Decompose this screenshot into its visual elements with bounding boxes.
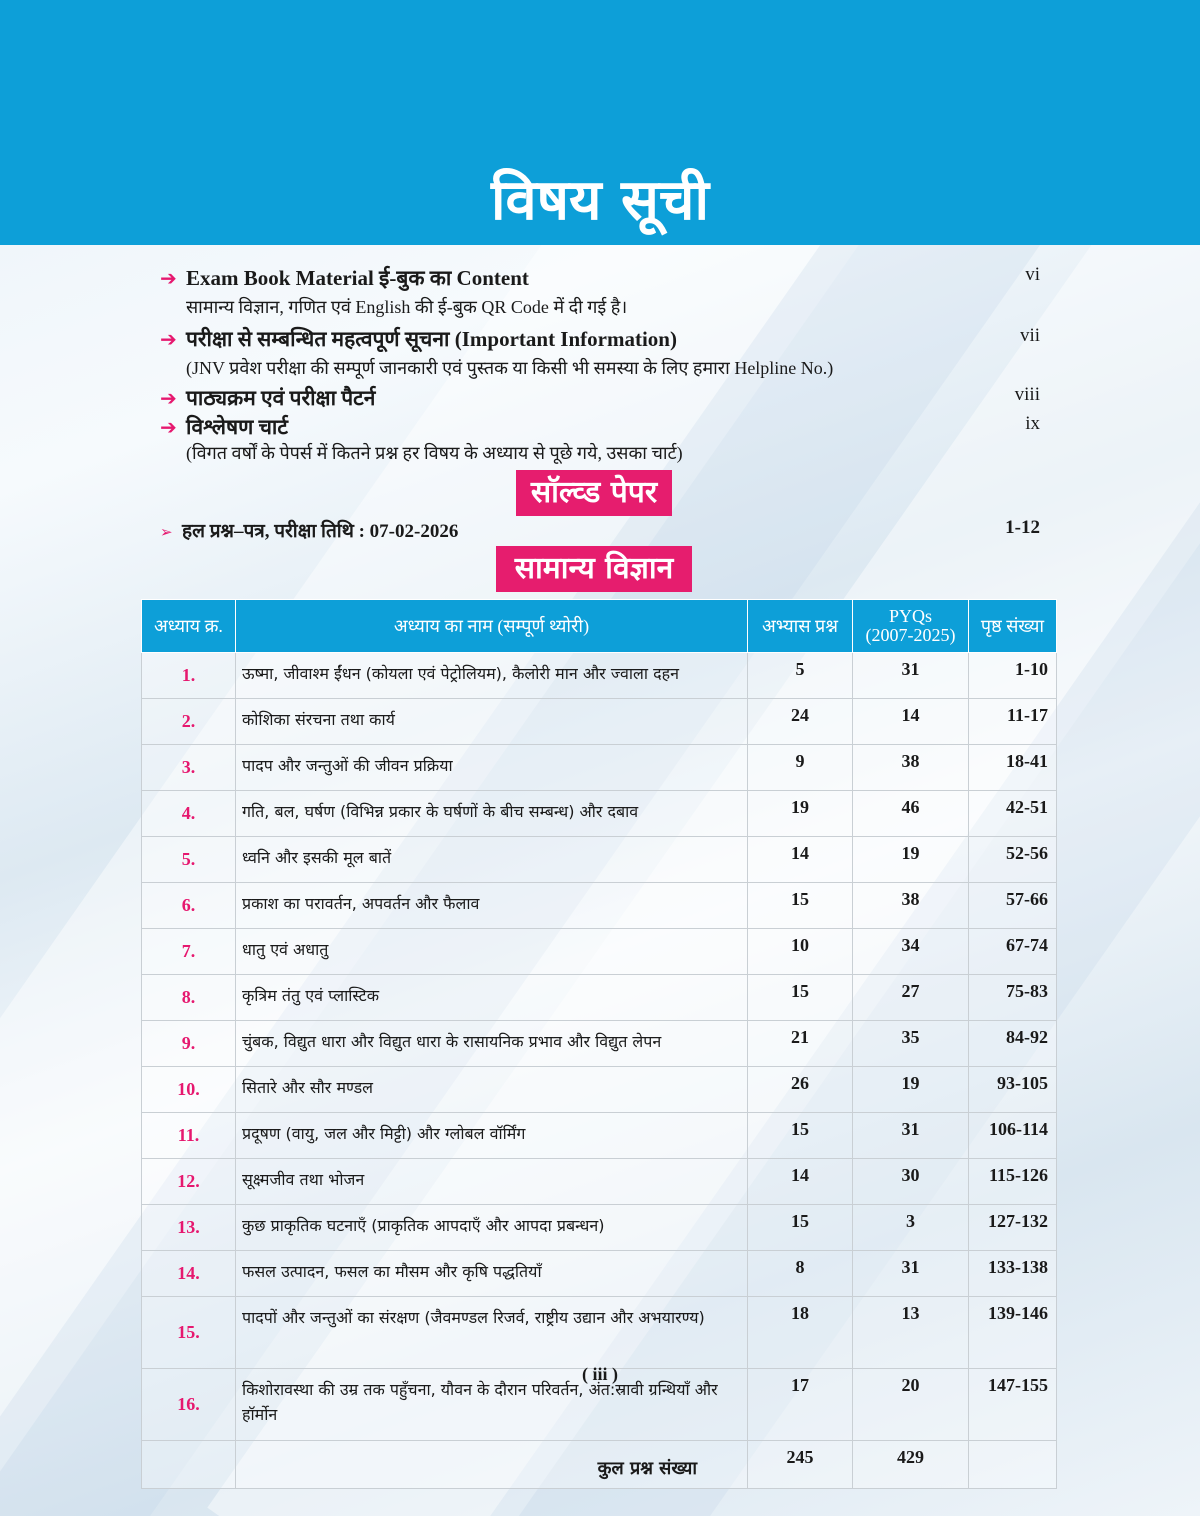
column-header-pages: पृष्ठ संख्या	[969, 600, 1057, 653]
pyq-count: 38	[853, 745, 969, 791]
chapter-name: ऊष्मा, जीवाश्म ईंधन (कोयला एवं पेट्रोलियम), कैलोरी मान और ज्वाला दहन	[236, 653, 748, 699]
table-row[interactable]	[142, 1067, 1057, 1113]
column-header-pyqs	[853, 600, 969, 653]
chapter-number: 5.	[142, 837, 236, 883]
practice-count: 15	[748, 883, 853, 929]
table-row[interactable]	[142, 699, 1057, 745]
chapter-name: कुछ प्राकृतिक घटनाएँ (प्राकृतिक आपदाएँ और आपदा प्रबन्धन)	[236, 1205, 748, 1251]
chapter-name: फसल उत्पादन, फसल का मौसम और कृषि पद्धतियाँ	[236, 1251, 748, 1297]
practice-count: 26	[748, 1067, 853, 1113]
pyq-count: 35	[853, 1021, 969, 1067]
chapter-number: 1.	[142, 653, 236, 699]
solved-paper-page: 1-12	[1005, 517, 1040, 538]
pyq-count: 3	[853, 1205, 969, 1251]
intro-item-title: पाठ्यक्रम एवं परीक्षा पैटर्न	[186, 386, 376, 410]
chapter-number: 10.	[142, 1067, 236, 1113]
chapter-name: पादपों और जन्तुओं का संरक्षण (जैवमण्डल रिजर्व, राष्ट्रीय उद्यान और अभयारण्य)	[236, 1297, 748, 1369]
page-range: 127-132	[969, 1205, 1057, 1251]
pyq-count: 27	[853, 975, 969, 1021]
total-row	[142, 1441, 1057, 1489]
chapter-number: 4.	[142, 791, 236, 837]
chapter-number: 3.	[142, 745, 236, 791]
chapter-name: सितारे और सौर मण्डल	[236, 1067, 748, 1113]
page-range: 67-74	[969, 929, 1057, 975]
practice-count: 10	[748, 929, 853, 975]
total-label: कुल प्रश्न संख्या	[236, 1441, 748, 1489]
table-row[interactable]	[142, 1113, 1057, 1159]
arrow-right-icon: ➔	[160, 415, 177, 439]
page-range: 147-155	[969, 1369, 1057, 1441]
total-pyqs: 429	[853, 1441, 969, 1489]
chapter-number: 2.	[142, 699, 236, 745]
page-range: 52-56	[969, 837, 1057, 883]
total-pages-empty-cell	[969, 1441, 1057, 1489]
chapter-name: ध्वनि और इसकी मूल बातें	[236, 837, 748, 883]
page-range: 57-66	[969, 883, 1057, 929]
page-header	[0, 0, 1200, 245]
pyq-count: 19	[853, 1067, 969, 1113]
pyqs-label: PYQs	[888, 606, 932, 626]
pyq-count: 20	[853, 1369, 969, 1441]
page-range: 84-92	[969, 1021, 1057, 1067]
chapter-name: गति, बल, घर्षण (विभिन्न प्रकार के घर्षणों के बीच सम्बन्ध) और दबाव	[236, 791, 748, 837]
intro-item-analysis-chart[interactable]	[160, 413, 1040, 465]
pyq-count: 31	[853, 1113, 969, 1159]
chapter-name: कोशिका संरचना तथा कार्य	[236, 699, 748, 745]
practice-count: 24	[748, 699, 853, 745]
page-title: विषय सूची	[491, 168, 709, 233]
practice-count: 14	[748, 837, 853, 883]
chapter-name: प्रदूषण (वायु, जल और मिट्टी) और ग्लोबल वॉर्मिंग	[236, 1113, 748, 1159]
table-row[interactable]	[142, 1159, 1057, 1205]
pyq-count: 46	[853, 791, 969, 837]
page-range: 106-114	[969, 1113, 1057, 1159]
practice-count: 15	[748, 1205, 853, 1251]
page-range: 18-41	[969, 745, 1057, 791]
practice-count: 19	[748, 791, 853, 837]
practice-count: 9	[748, 745, 853, 791]
intro-item-page: viii	[1014, 384, 1040, 405]
intro-item-subtitle: सामान्य विज्ञान, गणित एवं English की ई-बुक QR Code में दी गई है।	[186, 297, 628, 317]
table-row[interactable]	[142, 653, 1057, 699]
page-range: 93-105	[969, 1067, 1057, 1113]
practice-count: 8	[748, 1251, 853, 1297]
chapter-number: 12.	[142, 1159, 236, 1205]
chapter-number: 8.	[142, 975, 236, 1021]
chapter-name: पादप और जन्तुओं की जीवन प्रक्रिया	[236, 745, 748, 791]
table-header-row	[142, 600, 1057, 653]
chapter-name: कृत्रिम तंतु एवं प्लास्टिक	[236, 975, 748, 1021]
page-range: 75-83	[969, 975, 1057, 1021]
total-practice: 245	[748, 1441, 853, 1489]
page-range: 115-126	[969, 1159, 1057, 1205]
intro-item-title: परीक्षा से सम्बन्धित महत्वपूर्ण सूचना (Important Information)	[186, 327, 677, 351]
practice-count: 14	[748, 1159, 853, 1205]
page-number: ( iii )	[582, 1364, 618, 1384]
intro-item-subtitle: (JNV प्रवेश परीक्षा की सम्पूर्ण जानकारी एवं पुस्तक या किसी भी समस्या के लिए हमारा Helpline No.)	[186, 358, 834, 378]
pyq-count: 13	[853, 1297, 969, 1369]
intro-item-title: विश्लेषण चार्ट	[186, 415, 288, 439]
chapter-number: 16.	[142, 1369, 236, 1441]
pyq-count: 38	[853, 883, 969, 929]
page-range: 11-17	[969, 699, 1057, 745]
table-row[interactable]	[142, 1251, 1057, 1297]
chapter-number: 11.	[142, 1113, 236, 1159]
pyq-count: 31	[853, 653, 969, 699]
chapter-number: 13.	[142, 1205, 236, 1251]
table-row[interactable]	[142, 837, 1057, 883]
solved-paper-item[interactable]	[160, 517, 1040, 543]
chapter-name: चुंबक, विद्युत धारा और विद्युत धारा के रासायनिक प्रभाव और विद्युत लेपन	[236, 1021, 748, 1067]
arrow-right-icon: ➔	[160, 386, 177, 410]
pyq-count: 14	[853, 699, 969, 745]
table-row[interactable]	[142, 929, 1057, 975]
practice-count: 21	[748, 1021, 853, 1067]
practice-count: 17	[748, 1369, 853, 1441]
pyqs-years-label: (2007-2025)	[865, 625, 956, 645]
practice-count: 15	[748, 1113, 853, 1159]
arrow-right-icon: ➔	[160, 266, 177, 290]
table-row[interactable]	[142, 1205, 1057, 1251]
total-empty-cell	[142, 1441, 236, 1489]
chapter-number: 6.	[142, 883, 236, 929]
chapter-number: 15.	[142, 1297, 236, 1369]
practice-count: 5	[748, 653, 853, 699]
page-range: 133-138	[969, 1251, 1057, 1297]
table-row[interactable]	[142, 1021, 1057, 1067]
page-range: 1-10	[969, 653, 1057, 699]
table-row[interactable]	[142, 1297, 1057, 1369]
chapter-table	[141, 599, 1057, 1489]
chapter-name: धातु एवं अधातु	[236, 929, 748, 975]
table-row[interactable]	[142, 745, 1057, 791]
intro-item-page: vi	[1025, 264, 1040, 285]
chapter-number: 14.	[142, 1251, 236, 1297]
column-header-chapter-no: अध्याय क्र.	[142, 600, 236, 653]
intro-item-page: ix	[1025, 413, 1040, 434]
page-range: 42-51	[969, 791, 1057, 837]
solved-paper-label: हल प्रश्न–पत्र, परीक्षा तिथि : 07-02-2026	[182, 521, 459, 542]
intro-item-important-info[interactable]	[160, 325, 1040, 380]
solved-paper-badge: सॉल्व्ड पेपर	[516, 470, 672, 516]
chapter-number: 9.	[142, 1021, 236, 1067]
intro-item-subtitle: (विगत वर्षों के पेपर्स में कितने प्रश्न हर विषय के अध्याय से पूछे गये, उसका चार्ट)	[186, 443, 683, 463]
practice-count: 15	[748, 975, 853, 1021]
subject-badge: सामान्य विज्ञान	[496, 546, 692, 592]
table-row[interactable]	[142, 791, 1057, 837]
page-range: 139-146	[969, 1297, 1057, 1369]
intro-item-title: Exam Book Material ई-बुक का Content	[186, 266, 529, 290]
intro-item-ebook[interactable]	[160, 264, 1040, 319]
pyq-count: 30	[853, 1159, 969, 1205]
column-header-chapter-name: अध्याय का नाम (सम्पूर्ण थ्योरी)	[236, 600, 748, 653]
practice-count: 18	[748, 1297, 853, 1369]
intro-item-syllabus[interactable]	[160, 384, 1040, 412]
arrow-right-icon: ➔	[160, 327, 177, 351]
pyq-count: 19	[853, 837, 969, 883]
pyq-count: 34	[853, 929, 969, 975]
table-row[interactable]	[142, 975, 1057, 1021]
chapter-name: किशोरावस्था की उम्र तक पहुँचना, यौवन के दौरान परिवर्तन, अंत:स्रावी ग्रन्थियाँ और हॉर्मोन	[236, 1369, 748, 1441]
intro-item-page: vii	[1019, 325, 1040, 346]
chapter-name: प्रकाश का परावर्तन, अपवर्तन और फैलाव	[236, 883, 748, 929]
column-header-practice: अभ्यास प्रश्न	[748, 600, 853, 653]
triangle-right-icon: ➢	[160, 523, 173, 541]
chapter-name: सूक्ष्मजीव तथा भोजन	[236, 1159, 748, 1205]
table-row[interactable]	[142, 883, 1057, 929]
pyq-count: 31	[853, 1251, 969, 1297]
chapter-number: 7.	[142, 929, 236, 975]
